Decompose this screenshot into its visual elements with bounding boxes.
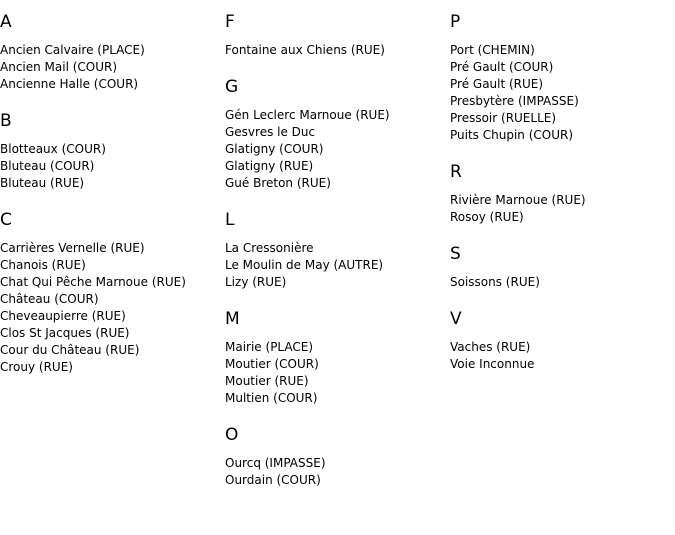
- street-link[interactable]: Cour du Château (RUE): [0, 343, 140, 357]
- street-link[interactable]: Bluteau (COUR): [0, 159, 95, 173]
- street-link[interactable]: Soissons (RUE): [450, 275, 540, 289]
- street-link[interactable]: Lizy (RUE): [225, 275, 287, 289]
- letter-heading: C: [0, 210, 12, 230]
- letter-group-v: [450, 309, 672, 373]
- street-link[interactable]: Moutier (COUR): [225, 357, 319, 371]
- street-link[interactable]: Blotteaux (COUR): [0, 142, 106, 156]
- street-link[interactable]: Glatigny (COUR): [225, 142, 324, 156]
- street-link[interactable]: Multien (COUR): [225, 391, 318, 405]
- street-link[interactable]: Glatigny (RUE): [225, 159, 314, 173]
- street-link[interactable]: Ourdain (COUR): [225, 473, 321, 487]
- street-link[interactable]: Presbytère (IMPASSE): [450, 94, 579, 108]
- street-link[interactable]: Clos St Jacques (RUE): [0, 326, 130, 340]
- letter-group-f: [225, 12, 447, 59]
- letter-group-o: [225, 425, 447, 489]
- letter-group-c: [0, 210, 222, 376]
- street-link[interactable]: Gesvres le Duc: [225, 125, 316, 139]
- street-link[interactable]: Le Moulin de May (AUTRE): [225, 258, 384, 272]
- street-link[interactable]: Ancienne Halle (COUR): [0, 77, 139, 91]
- letter-group-s: [450, 244, 672, 291]
- street-link[interactable]: Pré Gault (RUE): [450, 77, 544, 91]
- letter-heading: R: [450, 162, 462, 182]
- letter-group-g: [225, 77, 447, 192]
- street-link[interactable]: Vaches (RUE): [450, 340, 531, 354]
- street-link[interactable]: Crouy (RUE): [0, 360, 73, 374]
- street-link[interactable]: Bluteau (RUE): [0, 176, 85, 190]
- street-link[interactable]: Pré Gault (COUR): [450, 60, 554, 74]
- letter-heading: L: [225, 210, 235, 230]
- letter-heading: B: [0, 111, 12, 131]
- street-link[interactable]: Ancien Calvaire (PLACE): [0, 43, 145, 57]
- letter-heading: G: [225, 77, 239, 97]
- street-link[interactable]: Voie Inconnue: [450, 357, 535, 371]
- street-link[interactable]: Puits Chupin (COUR): [450, 128, 574, 142]
- letter-group-a: [0, 12, 222, 93]
- street-link[interactable]: Rosoy (RUE): [450, 210, 524, 224]
- index-column-3: [450, 12, 672, 391]
- letter-heading: P: [450, 12, 461, 32]
- letter-heading: A: [0, 12, 12, 32]
- index-column-1: [0, 12, 222, 394]
- letter-group-p: [450, 12, 672, 144]
- letter-heading: M: [225, 309, 240, 329]
- letter-group-r: [450, 162, 672, 226]
- street-link[interactable]: La Cressonière: [225, 241, 314, 255]
- letter-group-m: [225, 309, 447, 407]
- street-link[interactable]: Carrières Vernelle (RUE): [0, 241, 145, 255]
- street-link[interactable]: Chanois (RUE): [0, 258, 86, 272]
- letter-group-b: [0, 111, 222, 192]
- letter-heading: V: [450, 309, 462, 329]
- street-link[interactable]: Port (CHEMIN): [450, 43, 535, 57]
- street-link[interactable]: Rivière Marnoue (RUE): [450, 193, 586, 207]
- index-column-2: [225, 12, 447, 507]
- street-link[interactable]: Pressoir (RUELLE): [450, 111, 557, 125]
- street-link[interactable]: Ourcq (IMPASSE): [225, 456, 326, 470]
- letter-heading: S: [450, 244, 461, 264]
- street-link[interactable]: Chat Qui Pêche Marnoue (RUE): [0, 275, 186, 289]
- street-link[interactable]: Moutier (RUE): [225, 374, 309, 388]
- street-link[interactable]: Mairie (PLACE): [225, 340, 314, 354]
- street-link[interactable]: Fontaine aux Chiens (RUE): [225, 43, 385, 57]
- letter-heading: O: [225, 425, 239, 445]
- street-link[interactable]: Château (COUR): [0, 292, 99, 306]
- letter-heading: F: [225, 12, 235, 32]
- letter-group-l: [225, 210, 447, 291]
- street-link[interactable]: Cheveaupierre (RUE): [0, 309, 126, 323]
- street-link[interactable]: Gén Leclerc Marnoue (RUE): [225, 108, 390, 122]
- street-link[interactable]: Ancien Mail (COUR): [0, 60, 118, 74]
- street-link[interactable]: Gué Breton (RUE): [225, 176, 331, 190]
